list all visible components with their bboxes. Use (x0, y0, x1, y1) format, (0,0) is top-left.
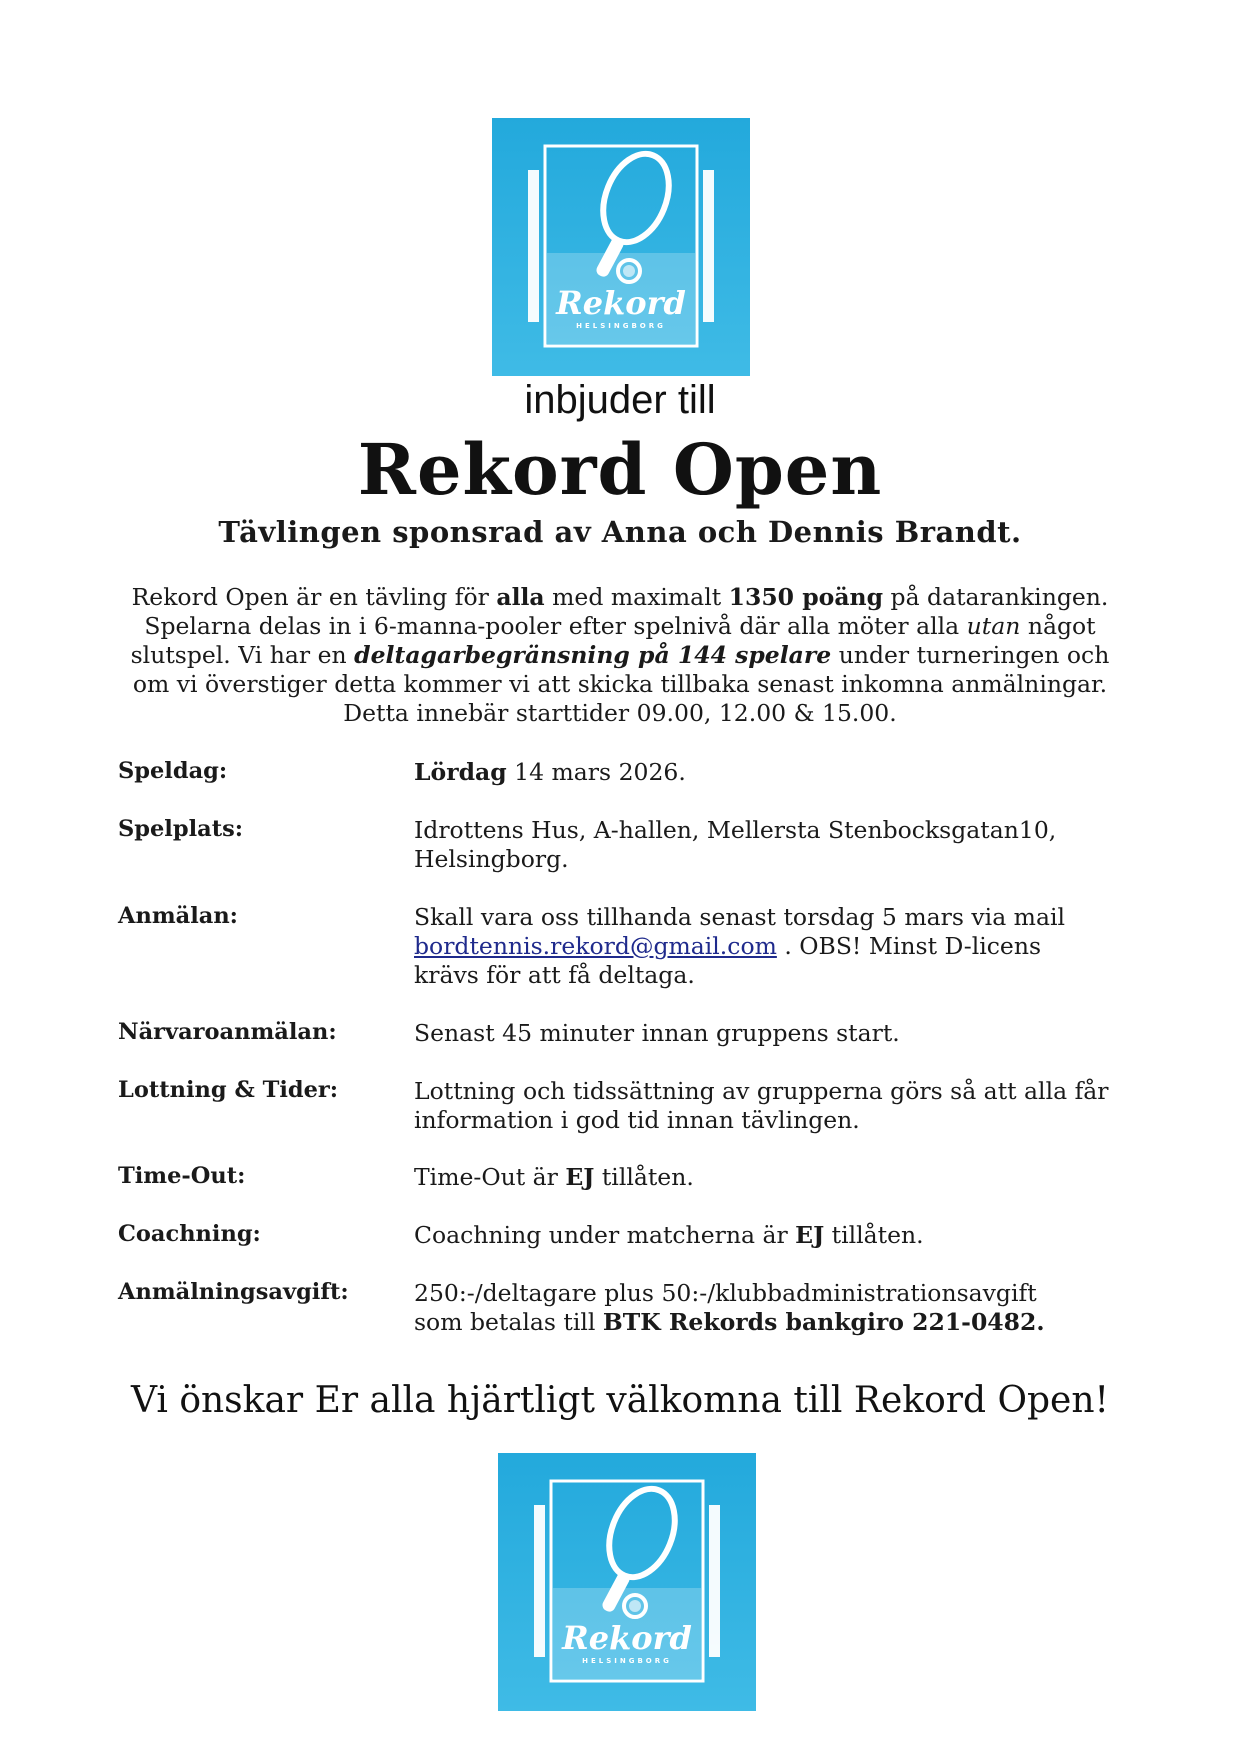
svg-text:HELSINGBORG: HELSINGBORG (582, 1657, 672, 1665)
detail-label: Speldag: (118, 758, 228, 784)
intro-line-5: Detta innebär starttider 09.00, 12.00 & 15.00. (343, 699, 897, 727)
intro-line-3: slutspel. Vi har en deltagarbegränsning på 144 spelare under turneringen och (130, 641, 1110, 669)
detail-value: Lottning och tidssättning av grupperna görs så att alla får information i god tid innan tävlingen. (414, 1077, 1109, 1134)
email-link[interactable]: bordtennis.rekord@gmail.com (414, 932, 777, 960)
paddle-logo-icon (492, 118, 750, 376)
sponsor-line: Tävlingen sponsrad av Anna och Dennis Brandt. (218, 515, 1022, 549)
svg-text:HELSINGBORG: HELSINGBORG (576, 322, 666, 330)
detail-value: Lördag 14 mars 2026. (414, 758, 686, 786)
intro-line-2: Spelarna delas in i 6-manna-pooler efter spelnivå där alla möter alla utan något (144, 612, 1096, 640)
detail-value: Skall vara oss tillhanda senast torsdag 5 mars via mail bordtennis.rekord@gmail.com . OBS! Minst D-licens krävs för att få deltaga. (414, 903, 1066, 989)
detail-value: Time-Out är EJ tillåten. (414, 1163, 694, 1191)
intro-paragraph (110, 583, 1130, 728)
detail-value: Coachning under matcherna är EJ tillåten. (414, 1221, 924, 1249)
club-logo-bottom (498, 1453, 756, 1711)
detail-label: Coachning: (118, 1221, 261, 1247)
intro-line-1: Rekord Open är en tävling för alla med maximalt 1350 poäng på datarankingen. (131, 583, 1109, 611)
welcome-text: Vi önskar Er alla hjärtligt välkomna till Rekord Open! (131, 1380, 1109, 1421)
page-title: Rekord Open (357, 428, 883, 511)
detail-label: Time-Out: (118, 1163, 246, 1189)
detail-label: Anmälningsavgift: (118, 1279, 349, 1305)
detail-value: Idrottens Hus, A-hallen, Mellersta Stenbocksgatan10, Helsingborg. (414, 816, 1057, 873)
detail-label: Lottning & Tider: (118, 1077, 339, 1103)
club-logo-top (492, 118, 750, 376)
paddle-logo-icon (498, 1453, 756, 1711)
intro-line-4: om vi överstiger detta kommer vi att skicka tillbaka senast inkomna anmälningar. (132, 670, 1108, 698)
svg-text:Rekord: Rekord (562, 1619, 692, 1657)
detail-label: Närvaroanmälan: (118, 1019, 337, 1045)
detail-label: Spelplats: (118, 816, 244, 842)
detail-label: Anmälan: (118, 903, 238, 929)
detail-value: 250:-/deltagare plus 50:-/klubbadministrationsavgift som betalas till BTK Rekords bankgiro 221-0482. (414, 1279, 1045, 1336)
invites-text: inbjuder till (524, 378, 716, 422)
detail-value: Senast 45 minuter innan gruppens start. (414, 1019, 900, 1047)
svg-text:Rekord: Rekord (556, 284, 686, 322)
